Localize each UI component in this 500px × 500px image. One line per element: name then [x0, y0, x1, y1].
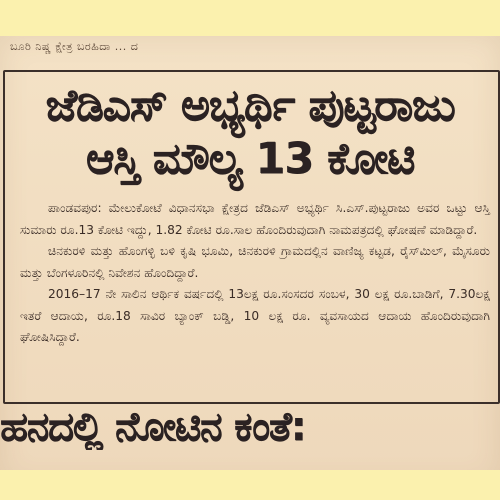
headline-line-1: ಜೆಡಿಎಸ್ ಅಭ್ಯರ್ಥಿ ಪುಟ್ಟರಾಜು — [45, 80, 455, 131]
headline-line-2: ಆಸ್ತಿ ಮೌಲ್ಯ 13 ಕೋಟಿ — [85, 134, 415, 184]
top-margin — [0, 0, 500, 36]
paragraph-2: ಚಿನಕುರಳಿ ಮತ್ತು ಹೊಂಗಳ್ಳಿ ಬಳಿ ಕೃಷಿ ಭೂಮಿ, ಚಿನಕುರಳಿ ಗ್ರಾಮದಲ್ಲಿನ ವಾಣಿಜ್ಯ ಕಟ್ಟಡ, ರೈಸ್‌ಮಿಲ್, ಮೈಸೂರು ಮತ್ತು ಬೆಂಗಳೂರಿನಲ್ಲಿ ನಿವೇಶನ ಹೊಂದಿದ್ದಾರೆ. — [20, 244, 490, 280]
dateline: ಪಾಂಡವಪುರ: — [48, 201, 102, 215]
cropped-previous-line: ಬೂರಿ ನಿಷ್ಣ ಕ್ಷೇತ್ರ ಬರಹಿದಾ ... ದ — [10, 40, 139, 53]
article-body — [20, 198, 490, 349]
paragraph-3: 2016–17 ನೇ ಸಾಲಿನ ಆರ್ಥಿಕ ವರ್ಷದಲ್ಲಿ 13ಲಕ್ಷ ರೂ.ಸಂಸದರ ಸಂಬಳ, 30 ಲಕ್ಷ ರೂ.ಬಾಡಿಗೆ, 7.30ಲಕ್ಷ ಇತರೆ ಆದಾಯ, ರೂ.18 ಸಾವಿರ ಬ್ಯಾಂಕ್ ಬಡ್ಡಿ, 10 ಲಕ್ಷ ರೂ. ವ್ಯವಸಾಯದ ಆದಾಯ ಹೊಂದಿರುವುದಾಗಿ ಘೋಷಿಸಿದ್ದಾರೆ. — [20, 287, 490, 344]
bottom-margin — [0, 470, 500, 500]
next-article-headline: ಹನದಲ್ಲಿ ನೋಟಿನ ಕಂತೆ: — [0, 404, 306, 450]
paragraph-1 — [20, 198, 490, 241]
paragraph-1-text: ಮೇಲುಕೋಟೆ ವಿಧಾನಸಭಾ ಕ್ಷೇತ್ರದ ಜೆಡಿಎಸ್ ಅಭ್ಯರ್ಥಿ ಸಿ.ಎಸ್.ಪುಟ್ಟರಾಜು ಅವರ ಒಟ್ಟು ಆಸ್ತಿ ಸುಮಾರು ರೂ.13 ಕೋಟಿ ಇದ್ದು, 1.82 ಕೋಟಿ ರೂ.ಸಾಲ ಹೊಂದಿರುವುದಾಗಿ ನಾಮಪತ್ರದಲ್ಲಿ ಘೋಷಣೆ ಮಾಡಿದ್ದಾರೆ. — [20, 201, 491, 237]
